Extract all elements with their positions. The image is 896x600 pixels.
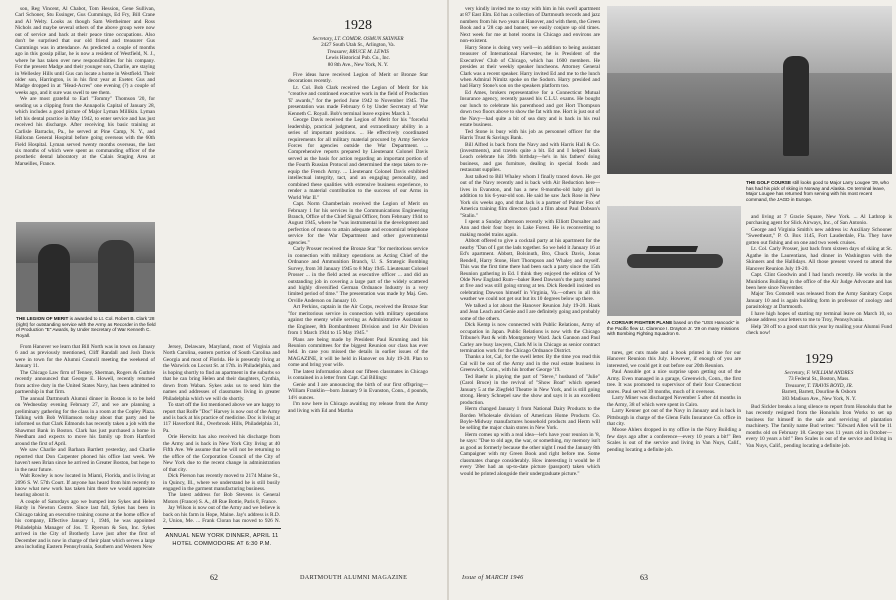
- treasurer-1929: Treasurer, T. TRAVIS BOYD, JR.: [785, 382, 853, 389]
- right-col1: [460, 6, 600, 570]
- corsair-caption: [607, 320, 741, 337]
- paragraph: Paul Ansuble got a nice surprise upon getting out of the Army. Even managed in a garage, Greenwich, Conn., the first tree. It was promoted to supervisor of their four Connecticut stores. Paul served 39 months, much of it overseas.: [607, 369, 741, 395]
- left-col1-top: [15, 6, 155, 216]
- paragraph: Moose Ahlers dropped in my office in the Navy Building a few days ago after a conference—every 10 years a bit!" Ben Scales is out of the service and living in Van Nuys, Calif., pending locating a definite job.: [607, 427, 741, 453]
- left-col1-bottom: [15, 344, 155, 570]
- photo-ground: [607, 73, 892, 174]
- paragraph: Capt. Norm Chamberlain received the Legion of Merit on February 1 for his services in the Communications Engineering Branch, Office of the Chief Signal Officer, from February 1944 to August 1945, where he "was instrumental in the development and perfection of means to attain adequate and economical telephone service for the War Department and other governmental agencies.": [288, 201, 428, 246]
- paragraph: and living at 7 Gracie Square, New York. ... Al Lathrop is purchasing agent for Slick Airways, Inc., of San Antonio.: [746, 214, 892, 227]
- paragraph: Art Perkins, captain in the Air Corps, received the Bronze Star "for meritorious service in connection with military operations against the enemy while serving as Administrative Assistant to the Engineer, 8th Bombardment Division and 1st Air Division from 1 March 1944 to 15 May 1945.": [288, 304, 428, 337]
- year-heading-1929: 1929: [805, 352, 833, 367]
- legion-of-merit-caption: [16, 316, 156, 338]
- golf-caption-bold: THE GOLF COURSE: [746, 180, 792, 185]
- paragraph: son, Reg Vincent, Al Chabot, Tom Hession, Gene Sullivan, Carl Schoner, Stu Essinger, Gus Cummings, Ed Fry, Bill Crane and Al Welty. Looks as though Sam Wertheimer and Ross Nichols and maybe several others of the above group were now out of service and back at their peace time occupations. Also don't be surprised that our old friend and treasurer Gus Cummings was in attendance. As predicted a couple of months ago in this gossip pillar, he is now a resident of Westfield, N. J., where he has taken over new responsibilities for his company. For the present Madge and their younger son, Charlie, are staying in Wellesley Hills until Gus can locate a home in Westfield. Their older son, Harrington, is in his first year at Exeter. Gus and Madge dropped in at "Head-Acres" one evening (?) a couple of weeks ago, and it sure was swell to see them.: [15, 6, 155, 96]
- corsair-plane: [627, 254, 723, 268]
- paragraph: Plans are being made by President Paul Kruming and his Reunion committees for the biggest Reunion our class has ever held. In case you missed the details in earlier issues of the MAGAZINE, it will be held in Hanover on July 19-20. Plan to come and bring your wife.: [288, 336, 428, 369]
- treasurer-addr1-1928: Lewis Historical Pub. Co., Inc.: [325, 55, 391, 62]
- officers-1928: [288, 36, 428, 68]
- paragraph: We are most grateful to Earl "Tommy" Thomson '20, for sending us a clipping from the Annapolis Capital of January 28, which includes a good picture of Major Lyman Millikin. Lyman left his dental practice in May 1942, to enter service and has just received his discharge. After receiving his basic training at Carlisle Barracks, Pa., he served at Pine Camp, N. Y., and Halloran General Hospital before going overseas with the 60th Field Hospital. Lyman served twenty months overseas, the last six months of which were spent as commanding officer of the prosthetic dental laboratory at the Calais Staging Area at Marseilles, France.: [15, 96, 155, 167]
- paragraph: Jersey, Delaware, Maryland, most of Virginia and North Carolina, eastern portion of South Carolina and Georgia and most of Florida. He is presently living at the Warwick on Locust St. at 17th. in Philadelphia, and is hoping shortly to find an apartment in the suburbs so that he can bring Helen and their daughters, Cynthia, down from Waban. Sykes asks us to send him the names and addresses of classmates living in greater Philadelphia which we will do shortly.: [163, 344, 280, 402]
- secretary-addr-1928: 2427 South Utah St., Arlington, Va.: [321, 42, 395, 49]
- ad-rule-top: [163, 528, 281, 529]
- paragraph: Ted Stone is busy with his job as personnel officer for the Harris Trust & Savings Bank.: [460, 128, 600, 142]
- paragraph: The annual Dartmouth Alumni dinner in Boston is to be held on Wednesday evening February 27, and we are planning a preliminary gathering for the class in a room at the Copley Plaza. Talking with Bob Williamson today about that party and he informed us that Clark Edmonds has recently taken a job with the Shawmut Bank in Boston. Clark has just purchased a home in Needham and expects to move his family up from Hartford around the first of April.: [15, 395, 155, 447]
- dinner-notice-line2: HOTEL COMMODORE AT 6:30 P.M.: [172, 541, 272, 547]
- paragraph: George Davis received the Legion of Merit for his "forceful leadership, practical judgment, and extraordinary ability in a series of important positions. ... He effectively coordinated requirements for all military material procured by Army Service Forces for agencies outside the War Department. ... Comprehensive reports prepared by Lieutenant Colonel Davis served as the basis for action regarding an important portion of the Fourth Russian Protocol and determined the steps taken to re-equip the French Army. ... Lieutenant Colonel Davis exhibited intellectual integrity, tact, and an engaging personality, and combined these qualities with extensive business experience, to render a material contribution to the success of our Arms in World War II.": [288, 117, 428, 201]
- legion-of-merit-photo: [16, 222, 155, 312]
- photo-golfer: [783, 56, 809, 156]
- paragraph: Help '28 off to a good start this year by mailing your Alumni Fund check now!: [746, 323, 892, 337]
- left-col3: [288, 72, 428, 570]
- caption-bold: THE LEGION OF MERIT: [16, 316, 69, 321]
- paragraph: Ed Ames, brokers representative for a Connecticut Mutual Insurance agency, recently passed his C.L.U. exams. He bought our lunch to celebrate his parenthood and got Hort Thompson down two floors above to show the fat with me. Hort is just out of the Navy—had quite a bit of sea duty and is back in his real estate business.: [460, 89, 600, 129]
- paragraph: The Chicago Law firm of Tenney, Sherman, Rogers & Guthrie recently announced that George E. Howell, recently returned from active duty in the United States Navy, has been admitted to partnership in that firm.: [15, 369, 155, 396]
- paragraph: Harry Stone is doing very well—in addition to being assistant treasurer of International Harvester, he is President of the Executives' Club of Chicago, which has 1600 members. He presides at their weekly speaker luncheons. Attorney General Clark was a recent speaker. Harry invited Ed and me to the lunch when Admiral Nimitz spoke on the Sodorn. Harry presided and had Harry Stone's son on the speakers platform too.: [460, 44, 600, 90]
- paragraph: I have high hopes of starting my terminal leave on March 10, so please address your letters to me to Troy, Pennsylvania.: [746, 310, 892, 324]
- paragraph: Larry Kenner got out of the Navy in January and is back in Pittsburgh in charge of the Glenn Falls Insurance Co. office in that city.: [607, 408, 741, 427]
- paragraph: Genie and I are announcing the birth of our first offspring—William Franklin—born January 9 in Evanston, Conn., 4 pounds, 14½ ounces.: [288, 381, 428, 401]
- dinner-notice: [163, 532, 281, 548]
- paragraph: The latest address for Bob Stevens is General Motors (France) S. A., 48 Rue Bottie, Paris 8, France.: [163, 492, 280, 505]
- photo-backdrop: [16, 222, 155, 263]
- paragraph: Carly Prosser received the Bronze Star "for meritorious service in connection with military operations as Acting Chief of the Ordnance and Ammunition Branch, U. S. Strategic Bombing Survey, from 30 January 1945 to 8 May 1945. Lieutenant Colonel Prosser ... in the field acted as executive officer ... and did an outstanding job in covering a large part of the widely scattered and highly diversified German Ordnance Industry in a very limited period of time." The presentation was made by Maj. Gen. Orville Anderson on January 10.: [288, 246, 428, 304]
- corsair-caption-bold: A CORSAIR FIGHTER PLANE: [607, 320, 673, 325]
- caption-text: is awarded to Lt. Col. Robert B. Clark '28 (right) for outstanding service with the Army as Recorder in the field of Production "E" Awards, by Under Secretary of War Kenneth C. Royall.: [16, 316, 156, 338]
- treasurer-1928: Treasurer, BRUCE M. LEWIS: [327, 48, 389, 55]
- footer-magazine: DARTMOUTH ALUMNI MAGAZINE: [300, 574, 408, 581]
- paragraph: From Hanover we learn that Bill North was in town on January 6 and as previously mentioned, Cliff Randall and Josh Davis were in town for the Alumni Council meeting the weekend of January 11.: [15, 344, 155, 370]
- secretary-1928: Secretary, LT. COMDR. OSMUN SKINNER: [312, 36, 404, 42]
- paragraph: We talked a lot about the Hanover Reunion July 19-20. Hank and Jean Leach and Genie and I are definitely going and probably some of the others.: [460, 302, 600, 322]
- paragraph: I'm now here in Chicago awaiting my release from the Army and living with Ed and Martha: [288, 401, 428, 414]
- paragraph: Five ideas have received Legion of Merit or Bronze Star decorations recently.: [288, 72, 428, 85]
- paragraph: Jay Wilson is now out of the Army and we believe is back on his farm in Hope, Maine. Jay's address is R.D. 2, Union, Me. ... Frank Cloran has moved to 926 N.: [163, 505, 280, 524]
- paragraph: Bill Alfred is back from the Navy and with Harris Hall & Co. (investments), and travels quite a bit. Ed and I helped Hank Leach celebrate his 39th birthday—he's in his fathers' doing business, and gas furniture, dealing in special foods and restaurant supplies.: [460, 141, 600, 174]
- paragraph: The latest information about our fifteen classmates in Chicago is contained in a letter from Capt. Cal Billings:: [288, 368, 428, 382]
- photo-figure-left: [38, 244, 70, 312]
- right-col2-lower: [607, 350, 741, 570]
- paragraph: Just talked to Bill Whaley whom I finally traced down. He got out of the Navy recently and is back with Air Reduction here—lives in Evanston, and has a new 8-months-old baby girl in addition to his 6-year-old son. He said he saw Jack Rose in New York six weeks ago, and that Jack is a partner of Palmer Fox of America training film directors (and a film about Paul Dobson's "Stalin.": [460, 173, 600, 219]
- paragraph: Bud Sickler breaks a long silence to report from Honolulu that he has recently resigned from the Honolulu Iron Works to set up business for himself in the sale and servicing of plantation machinery. The family name Bud writes: "Edward Allen will be 11 months old on February 18. George was 11 years old in October—every 10 years a bit!" Ben Scales is out of the service and living in Van Nuys, Calif., pending locating a definite job.: [746, 404, 892, 449]
- paragraph: Major Tex Comstell was released from the Army Sanitary Corps January 10 and is again building form in professor of zoology and parasitology at Dartmouth.: [746, 291, 892, 311]
- secretary-1929: Secretary, F. WILLIAM ANDRES: [784, 370, 854, 376]
- paragraph: Abbott offered to give a cocktail party at his apartment for the nearby "Dan of I got the lads together. So we held it January 16 at Ed's apartment. Abbott, Bolsinuth, Bro, Chuck Davis, Jonas Rendell, Harry Stone, Hort Thompson and Whaley and myself. This was the first time there had been such a party since the 15th Reunion gathering in Ed. I think they enjoyed the edition of Ye Olde New England Rum—baker Reed Dawson's the party started at five and was still going strong at ten. Dick Rendell insisted on celebrating Dawson himself in Virginia, Va.—others in all this weather we could not get out but its 10 degrees below up there.: [460, 238, 600, 303]
- paragraph: Capt. Clint Goodwin and I had lunch recently. He works in the Munitions Building in the office of the Air Judge Advocate and has been here since November.: [746, 272, 892, 291]
- paragraph: Thanks a lot, Cal, for the swell letter. By the time you read this Cal will be out of the Army and in the real estate business in Greenwich, Conn., with his brother George '19.: [460, 354, 600, 374]
- page-number-right: 63: [640, 573, 648, 582]
- treasurer-addr1-1929: Barrett, Barrett, Dourline & Osborn: [781, 389, 857, 396]
- paragraph: Herm changed January 1 from National Dairy Products to the Borden Wholesale division of American Home Products Co. Boyle-Midway manufactures household products and Herm will be selling the major chain stores in New York.: [460, 406, 600, 432]
- paragraph: A couple of Saturdays ago we bumped into Sykes and Helen Hardy in Newton Centre. Since last fall, Sykes has been in Chicago taking an executive training course at the home office of his company, Effective January 1, 1946, he was appointed Philadelphia Manager of Jos. T. Ryerson & Son, Inc. Sykes arrived in the City of Brotherly Love just after the first of December and is now in charge of their plant which serves a large area including Eastern Pennsylvania, Southern and Western New: [15, 498, 155, 551]
- paragraph: Lt. Col. Bob Clark received the Legion of Merit for his "creative and continued executive work in the field of Production 'E' awards," for the period June 1942 to November 1945. The presentation was made February 6 by Under Secretary of War Kenneth C. Royall. Bob's terminal leave expires March 3.: [288, 84, 428, 117]
- paragraph: I spent a Sunday afternoon recently with Elliott Dorsalter and Ann and their four boys in Lake Forest. He is reconverting to making model trains again.: [460, 218, 600, 238]
- paragraph: Dick Kemp is now connected with Public Relations, Army of occupation in Japan. Public Relations is now with the Chicago Tribune's Past & with Montgomery Ward. Jack Gannon and Paul Carley are busy lawyers, Clark M is in Chicago as senior contract termination work for the Chicago Ordnance District.: [460, 322, 600, 355]
- golf-course-caption: [746, 180, 892, 202]
- paragraph: very kindly invited me to stay with him in his swell apartment at 87 East Elm. Ed has a collection of Dartmouth records and jazz numbers from his two years at Hanover, and with them, the Green Book and a '28 cap and banner, we easily conjure up old times. Next week for me at hotel rooms in Chicago and environs are non-existent.: [460, 6, 600, 45]
- golf-course-photo: [607, 6, 892, 174]
- dinner-notice-line1: ANNUAL NEW YORK DINNER, APRIL 11: [165, 533, 279, 539]
- paragraph: George and Virginia Smith's new address is: Auxiliary Schooner "Sweetheart," P. O. Box 1145, Fort Lauderdale, Fla. They have gotten out fishing and on one and two week cruises.: [746, 226, 892, 246]
- paragraph: Lt. Col. Carly Prosser, just back from sixteen days of skiing at St. Agathe in the Laurentians, had dinner in Washington with the Skinners and the Hallidays. All those present vowed to attend the Hanover Reunion July 19-20.: [746, 246, 892, 272]
- paragraph: Larry Miner was discharged November 5 after 44 months in the Army, 38 of which were spent in Cairo.: [607, 395, 741, 408]
- paragraph: To start off the list mentioned above we are happy to report that Rolfe "Doc" Harvey is now out of the Army and is back at his practice of medicine. Doc is living at 117 Haverford Rd., Overbrook Hills, Philadelphia 31, Pa.: [163, 402, 280, 434]
- page-number-left: 62: [210, 573, 218, 582]
- secretary-addr-1929: 73 Federal St., Boston, Mass.: [788, 376, 850, 383]
- right-col2-top: [746, 214, 892, 348]
- paragraph: tures, get cuts made and a book printed in time for our Hanover Reunion this July. However, if enough of you are interested, we could get it out before our 20th Reunion.: [607, 350, 741, 369]
- corsair-caption-text: based on the "USS Hancock" in the Pacific flew Lt. Clarence I. Drayton Jr. '29 on many missions with Bombing Fighting Squadron 6.: [607, 320, 740, 337]
- paragraph: Walt Rowley is now located in Miami, Florida, and is living at 2096 S. W. 57th Court. If anyone has heard from him recently to know what new work has taken him there we would appreciate hearing about it.: [15, 473, 155, 499]
- photo-sky: [607, 6, 892, 73]
- paragraph: Ted Baehr is playing the part of "Steve," husband of "Julie" (Carol Bruce) in the revival of "Show Boat" which opened January 5 at the Ziegfeld Theatre in New York, and is still going strong. Henry Schnepel saw the show and says it is an excellent production.: [460, 373, 600, 406]
- paragraph: Herm comes up with a real idea—let's have your reunion in '8, he says: "Due to old age, the war, or something, my memory isn't as good as formerly because the other night I read the January 8th Campaigner with my Green Book and right before me. Some classmates change considerably. How interesting it would be if every '28er had an up-to-date picture (passport) taken which would be printed alongside their undergraduate picture.": [460, 431, 600, 477]
- photo-figure-right: [98, 240, 134, 312]
- officers-1929: [746, 370, 892, 402]
- treasurer-addr2-1929: 383 Madison Ave., New York, N. Y.: [781, 395, 857, 402]
- footer-issue: Issue of MARCH 1946: [462, 574, 524, 581]
- paragraph: Dick Pierson has recently moved to 2174 Maine St., in Quincy, Ill., where we understand he is still busily engaged in the garment manufacturing business.: [163, 473, 280, 492]
- paragraph: We saw Charlie and Barbara Bartlett yesterday, and Charlie reported that Don Carpenter phoned his office last week. We haven't seen Brian since he arrived in Greater Boston, but hope to in the near future.: [15, 447, 155, 473]
- year-heading-1928: 1928: [344, 18, 372, 33]
- page-gutter: [447, 0, 449, 600]
- left-col2: [163, 344, 280, 524]
- golf-caption-text: still looks good to Major Larry Lougee '29, who has had his pick of skiing in Norway and Alaska. On terminal leave, Major Lougee has returned from serving with his most recent command, the JAGD in Europe.: [746, 180, 889, 202]
- corsair-wing: [646, 246, 698, 252]
- corsair-photo: [607, 206, 741, 316]
- right-col3: [746, 404, 892, 570]
- paragraph: Orie Herwitz has also received his discharge from the Army and is back in New York City living at 40 Fifth Ave. We assume that he will not be returning to the office of the Corporation Council of the City of New York due to the recent change in administration of that city.: [163, 434, 280, 473]
- treasurer-addr2-1928: 80 8th Ave., New York, N. Y.: [327, 61, 389, 68]
